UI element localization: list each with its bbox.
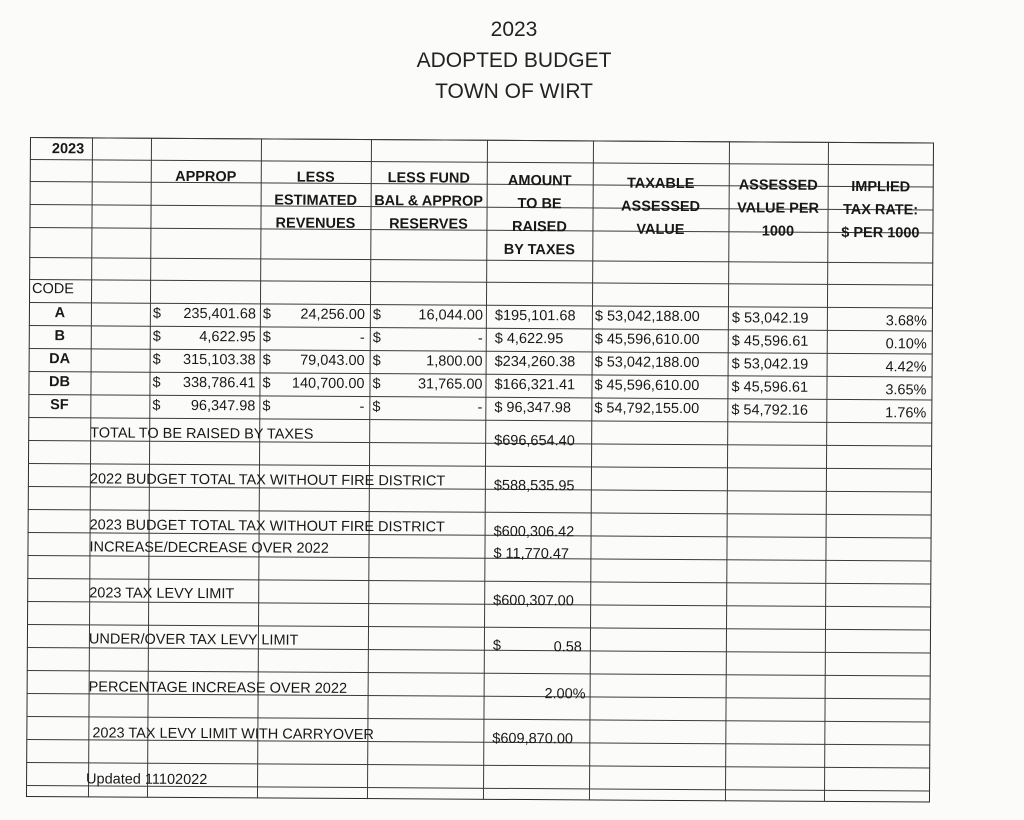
percentage-increase-value: 2.00% — [544, 686, 586, 703]
row-assessed-per-1000: $ 45,596.61 — [731, 333, 809, 350]
approp-currency-symbol: $ — [152, 328, 161, 345]
header-approp: APPROP — [175, 168, 237, 186]
increase-value: $ 11,770.47 — [493, 545, 570, 563]
row-approp: 4,622.95 — [199, 329, 256, 346]
total-label: TOTAL TO BE RAISED BY TAXES — [90, 425, 314, 443]
budget-2023-value: $600,306.42 — [493, 523, 575, 541]
header-taxable-value-2: ASSESSED — [621, 198, 701, 216]
levy-limit-value: $600,307.00 — [493, 592, 574, 610]
est-rev-currency-symbol: $ — [262, 352, 271, 369]
header-less-fund-balance-3: RESERVES — [389, 216, 468, 233]
row-fund-balance: 16,044.00 — [418, 307, 483, 324]
carryover-label: 2023 TAX LEVY LIMIT WITH CARRYOVER — [92, 725, 374, 744]
header-less-estimated-revenues-1: LESS — [296, 169, 335, 186]
header-less-fund-balance-2: BAL & APPROP — [374, 193, 484, 210]
row-code: DB — [48, 374, 71, 391]
row-assessed-per-1000: $ 53,042.19 — [731, 310, 809, 327]
row-estimated-revenues: - — [359, 399, 365, 416]
header-amount-raised-2: TO BE — [517, 195, 562, 213]
total-value: $696,654.40 — [494, 432, 575, 450]
row-code: SF — [50, 397, 69, 414]
approp-currency-symbol: $ — [152, 351, 161, 368]
carryover-value: $609,870.00 — [492, 730, 574, 748]
header-assessed-per-1000-1: ASSESSED — [738, 177, 818, 194]
row-taxable-value: $ 45,596,610.00 — [594, 331, 700, 349]
row-taxable-value: $ 53,042,188.00 — [594, 308, 700, 326]
document-title — [0, 14, 1024, 107]
title-year: 2023 — [490, 18, 538, 41]
header-amount-raised-1: AMOUNT — [507, 172, 572, 190]
code-label: CODE — [32, 281, 75, 298]
row-implied-rate: 0.10% — [885, 336, 927, 353]
row-fund-balance: - — [477, 330, 483, 347]
header-less-estimated-revenues-3: REVENUES — [275, 215, 356, 232]
row-implied-rate: 3.65% — [885, 382, 927, 399]
est-rev-currency-symbol: $ — [262, 329, 271, 346]
budget-2023-label: 2023 BUDGET TOTAL TAX WITHOUT FIRE DISTRICT — [89, 517, 445, 536]
header-implied-rate-3: $ PER 1000 — [841, 224, 920, 242]
header-implied-rate-1: IMPLIED — [851, 179, 911, 196]
row-implied-rate: 3.68% — [885, 313, 927, 330]
fund-bal-currency-symbol: $ — [372, 399, 381, 416]
fund-bal-currency-symbol: $ — [372, 330, 381, 347]
row-amount-raised: $166,321.41 — [494, 376, 576, 394]
row-amount-raised: $ 4,622.95 — [494, 330, 564, 348]
row-estimated-revenues: 140,700.00 — [291, 375, 365, 393]
row-approp: 338,786.41 — [182, 374, 256, 392]
row-amount-raised: $234,260.38 — [494, 353, 576, 371]
est-rev-currency-symbol: $ — [262, 375, 271, 392]
row-implied-rate: 1.76% — [885, 405, 927, 422]
row-assessed-per-1000: $ 54,792.16 — [731, 402, 809, 419]
row-estimated-revenues: 79,043.00 — [300, 352, 365, 370]
header-less-estimated-revenues-2: ESTIMATED — [274, 192, 358, 209]
increase-label: INCREASE/DECREASE OVER 2022 — [89, 539, 329, 557]
fund-bal-currency-symbol: $ — [372, 353, 381, 370]
header-implied-rate-2: TAX RATE: — [842, 201, 919, 219]
row-taxable-value: $ 53,042,188.00 — [594, 354, 700, 372]
row-assessed-per-1000: $ 53,042.19 — [731, 356, 809, 373]
header-less-fund-balance-1: LESS FUND — [387, 170, 470, 187]
budget-2022-label: 2022 BUDGET TOTAL TAX WITHOUT FIRE DISTRICT — [89, 471, 446, 490]
budget-table — [26, 137, 934, 803]
approp-currency-symbol: $ — [152, 305, 162, 322]
levy-limit-label: 2023 TAX LEVY LIMIT — [89, 585, 235, 603]
row-approp: 96,347.98 — [190, 397, 256, 415]
header-assessed-per-1000-3: 1000 — [761, 223, 795, 240]
est-rev-currency-symbol: $ — [262, 398, 271, 415]
row-assessed-per-1000: $ 45,596.61 — [731, 379, 809, 396]
row-estimated-revenues: - — [359, 330, 365, 347]
row-fund-balance: 1,800.00 — [426, 353, 483, 370]
sheet-year: 2023 — [51, 141, 85, 158]
header-taxable-value-3: VALUE — [636, 221, 685, 238]
header-amount-raised-3: RAISED — [512, 218, 567, 236]
row-amount-raised: $195,101.68 — [494, 307, 576, 325]
budget-2022-value: $588,535.95 — [493, 477, 575, 495]
fund-bal-currency-symbol: $ — [372, 307, 382, 324]
row-approp: 315,103.38 — [183, 351, 256, 369]
row-approp: 235,401.68 — [183, 305, 256, 323]
fund-bal-currency-symbol: $ — [372, 376, 381, 393]
row-taxable-value: $ 54,792,155.00 — [594, 400, 700, 418]
updated-note: Updated 11102022 — [86, 771, 208, 789]
row-taxable-value: $ 45,596,610.00 — [594, 377, 700, 395]
row-amount-raised: $ 96,347.98 — [494, 399, 572, 417]
approp-currency-symbol: $ — [152, 397, 161, 414]
under-over-label: UNDER/OVER TAX LEVY LIMIT — [88, 631, 299, 649]
under-over-value: 0.58 — [553, 639, 582, 656]
row-fund-balance: - — [477, 399, 483, 416]
under-over-symbol: $ — [492, 637, 502, 654]
approp-currency-symbol: $ — [152, 374, 161, 391]
header-amount-raised-4: BY TAXES — [503, 241, 575, 259]
title-town: TOWN OF WIRT — [435, 80, 593, 103]
row-estimated-revenues: 24,256.00 — [300, 306, 365, 324]
title-adopted-budget: ADOPTED BUDGET — [416, 49, 612, 72]
row-code: DA — [49, 351, 71, 368]
header-taxable-value-1: TAXABLE — [626, 175, 695, 193]
row-fund-balance: 31,765.00 — [417, 376, 483, 393]
header-assessed-per-1000-2: VALUE PER — [737, 200, 820, 217]
percentage-increase-label: PERCENTAGE INCREASE OVER 2022 — [88, 679, 348, 697]
est-rev-currency-symbol: $ — [262, 306, 272, 323]
row-code: B — [54, 328, 66, 345]
row-code: A — [54, 305, 66, 322]
row-implied-rate: 4.42% — [885, 359, 927, 376]
